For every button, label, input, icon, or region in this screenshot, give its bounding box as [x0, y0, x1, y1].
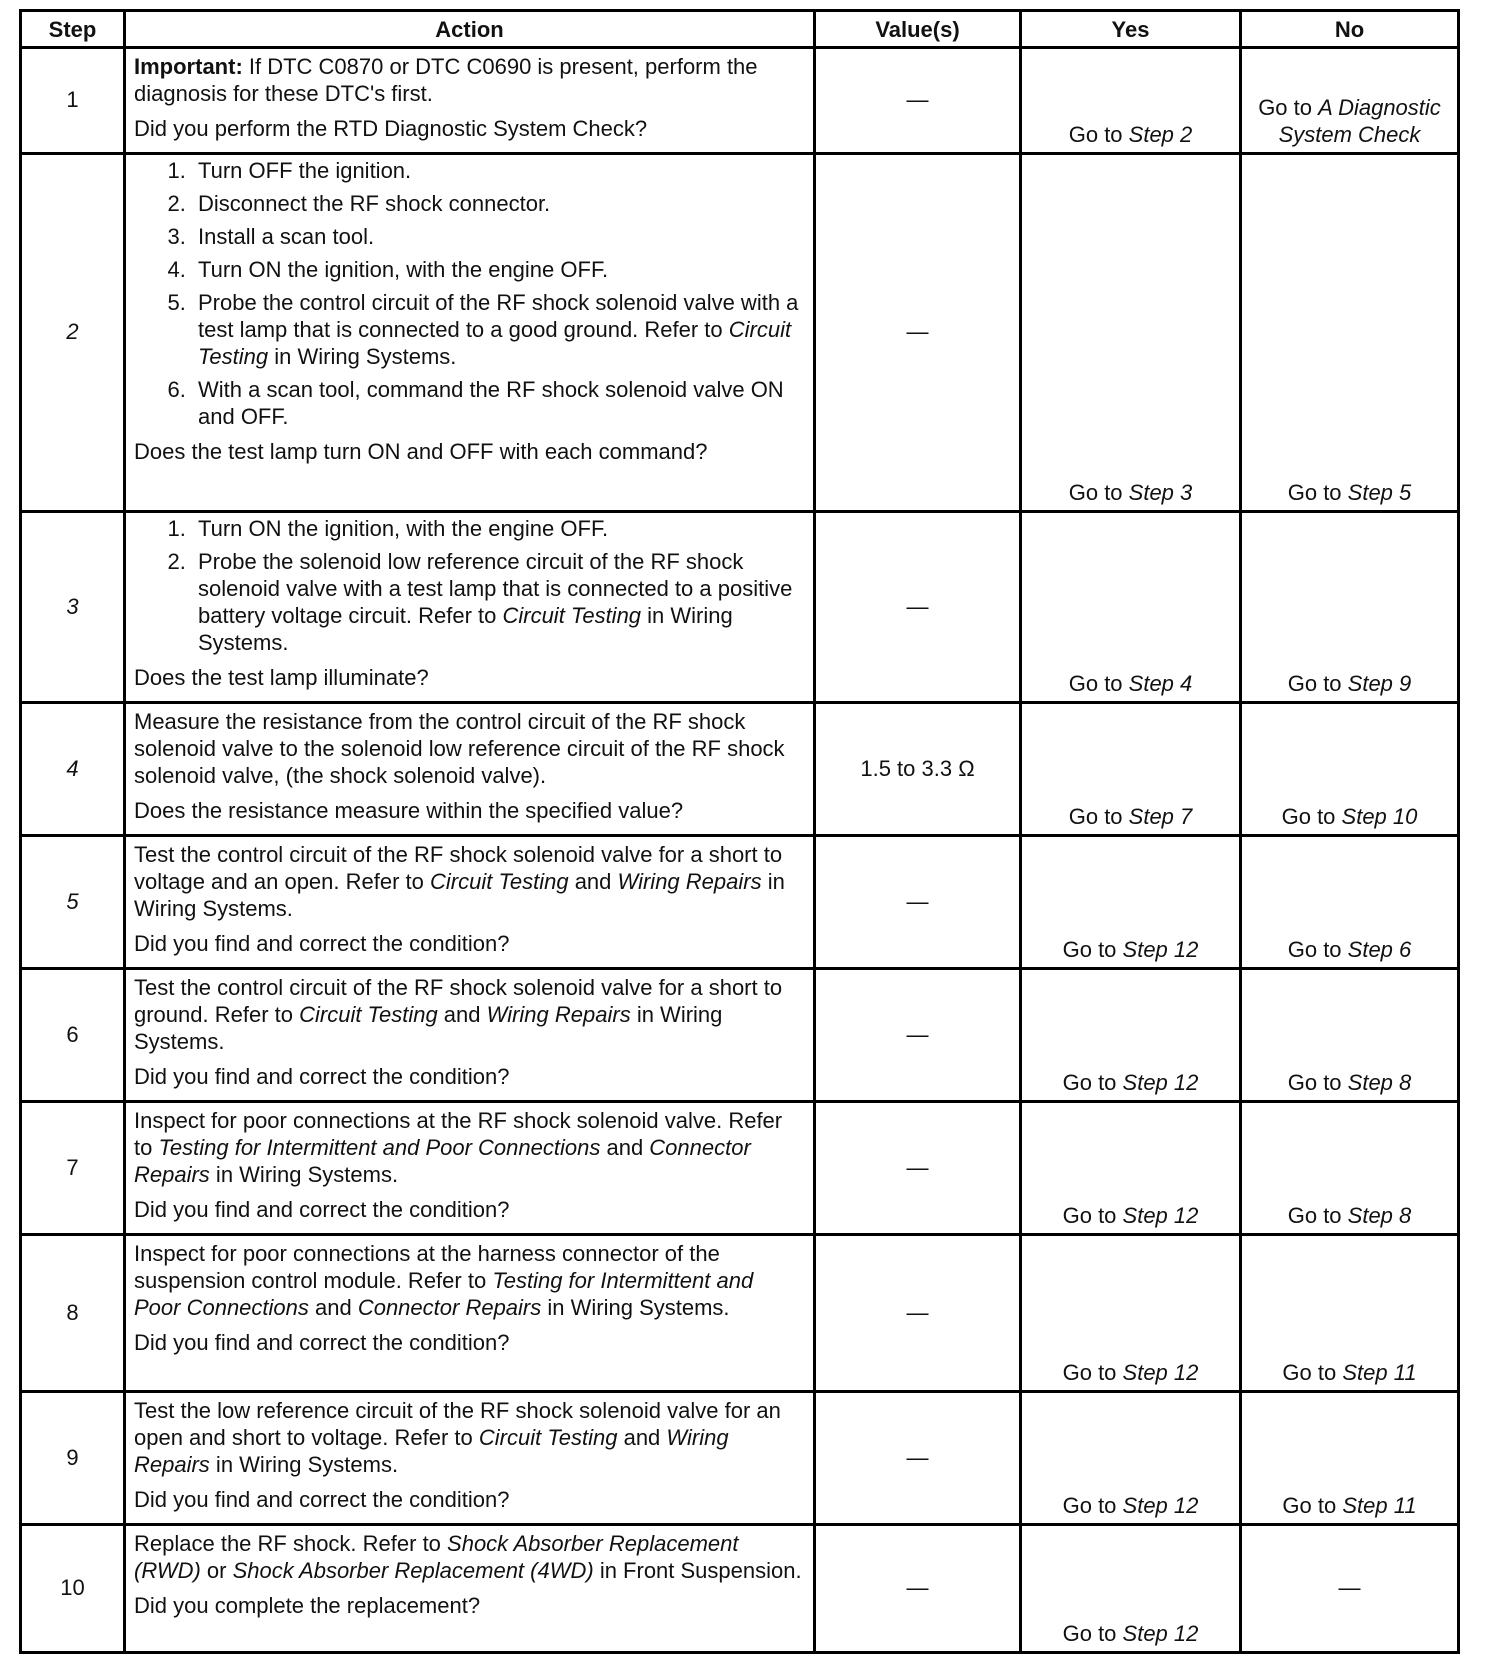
no-cell: [1241, 969, 1459, 1102]
action-text: [134, 1397, 805, 1478]
yes-link: Go to: [1062, 1360, 1123, 1385]
action-step: [192, 190, 805, 217]
action-instructions: [134, 706, 805, 795]
action-question: [134, 1592, 805, 1619]
table-row: [21, 969, 1459, 1102]
text-segment: Circuit Testing: [198, 317, 792, 369]
text-segment: Did you perform the RTD Diagnostic System Check?: [134, 116, 648, 141]
no-cell: [1241, 703, 1459, 836]
text-segment: Did you complete the replacement?: [134, 1593, 481, 1618]
text-segment: Connector Repairs: [134, 1135, 751, 1187]
yes-link: Go to: [1068, 804, 1129, 829]
no-link: Go to: [1281, 804, 1342, 829]
no-cell: [1241, 154, 1459, 512]
text-segment: Disconnect the RF shock connector.: [198, 191, 551, 216]
text-segment: and: [617, 1425, 667, 1450]
action-instructions: [134, 972, 805, 1061]
action-cell: [125, 48, 815, 154]
no-link: Step 10: [1341, 804, 1418, 829]
action-content: [134, 157, 805, 471]
table-row: [21, 1392, 1459, 1525]
yes-link: Go to: [1068, 671, 1129, 696]
no-cell: [1241, 512, 1459, 703]
action-cell: [125, 836, 815, 969]
text-segment: With a scan tool, command the RF shock solenoid valve ON and OFF.: [198, 377, 784, 429]
value-cell: —: [815, 1525, 1021, 1653]
text-segment: in Wiring Systems.: [198, 603, 733, 655]
action-step: [192, 289, 805, 370]
text-segment: Did you find and correct the condition?: [134, 1330, 510, 1355]
no-link: Go to: [1282, 1360, 1343, 1385]
yes-cell: [1021, 1525, 1241, 1653]
text-segment: Test the control circuit of the RF shock solenoid valve for a short to ground. Refer to: [134, 975, 783, 1027]
header-action: Action: [125, 11, 815, 48]
text-segment: Does the test lamp illuminate?: [134, 665, 429, 690]
step-number: 9: [21, 1392, 125, 1525]
no-link: Step 5: [1347, 480, 1412, 505]
text-segment: Turn ON the ignition, with the engine OFF.: [198, 516, 609, 541]
yes-link: Step 12: [1122, 1203, 1199, 1228]
no-link: Step 11: [1342, 1493, 1417, 1518]
text-segment: Shock Absorber Replacement (4WD): [232, 1558, 594, 1583]
header-yes: Yes: [1021, 11, 1241, 48]
text-segment: Circuit Testing: [299, 1002, 438, 1027]
no-link: Step 8: [1347, 1070, 1412, 1095]
header-step: Step: [21, 11, 125, 48]
action-cell: [125, 703, 815, 836]
text-segment: Important:: [134, 54, 243, 79]
text-segment: in Wiring Systems.: [134, 869, 785, 921]
yes-cell: [1021, 1392, 1241, 1525]
yes-cell: [1021, 1102, 1241, 1235]
text-segment: Testing for Intermittent and Poor Connections: [134, 1268, 754, 1320]
text-segment: Install a scan tool.: [198, 224, 375, 249]
text-segment: Wiring Repairs: [486, 1002, 631, 1027]
action-step: [192, 223, 805, 250]
text-segment: Did you find and correct the condition?: [134, 931, 510, 956]
action-cell: [125, 1235, 815, 1392]
step-number: 1: [21, 48, 125, 154]
action-content: [134, 51, 805, 148]
yes-link: Step 7: [1128, 804, 1193, 829]
text-segment: If DTC C0870 or DTC C0690 is present, perform the diagnosis for these DTC's first.: [134, 54, 758, 106]
action-instructions: [134, 839, 805, 928]
action-instructions: [134, 51, 805, 113]
yes-link: Step 3: [1128, 480, 1193, 505]
no-cell: [1241, 1102, 1459, 1235]
yes-link: Step 4: [1128, 671, 1193, 696]
text-segment: Did you find and correct the condition?: [134, 1197, 510, 1222]
action-question: [134, 115, 805, 142]
action-question: [134, 1486, 805, 1513]
no-link: Step 8: [1347, 1203, 1412, 1228]
action-text: [134, 1107, 805, 1188]
action-content: [134, 1238, 805, 1362]
text-segment: Did you find and correct the condition?: [134, 1487, 510, 1512]
text-segment: Turn OFF the ignition.: [198, 158, 412, 183]
yes-link: Go to: [1062, 1493, 1123, 1518]
header-row: [21, 11, 1459, 48]
text-segment: and: [308, 1295, 358, 1320]
action-content: [134, 839, 805, 963]
header-no: No: [1241, 11, 1459, 48]
value-cell: —: [815, 512, 1021, 703]
value-cell: —: [815, 154, 1021, 512]
action-step: [192, 548, 805, 656]
no-link: Step 11: [1342, 1360, 1417, 1385]
action-question: [134, 930, 805, 957]
table-row: [21, 1235, 1459, 1392]
no-cell: [1241, 48, 1459, 154]
text-segment: Test the low reference circuit of the RF shock solenoid valve for an open and short to voltage. Refer to: [134, 1398, 781, 1450]
table-row: [21, 48, 1459, 154]
table-row: [21, 154, 1459, 512]
action-instructions: [134, 1105, 805, 1194]
action-text: [134, 708, 805, 789]
no-link: —: [1338, 1575, 1361, 1600]
text-segment: Did you find and correct the condition?: [134, 1064, 510, 1089]
step-number: 4: [21, 703, 125, 836]
yes-link: Go to: [1062, 1070, 1123, 1095]
text-segment: Inspect for poor connections at the harness connector of the suspension control module. Refer to: [134, 1241, 720, 1293]
yes-link: Go to: [1068, 122, 1129, 147]
yes-link: Go to: [1068, 480, 1129, 505]
action-text: [134, 974, 805, 1055]
yes-link: Step 12: [1122, 1621, 1199, 1646]
text-segment: in Front Suspension.: [593, 1558, 802, 1583]
text-segment: Does the test lamp turn ON and OFF with each command?: [134, 439, 708, 464]
value-cell: —: [815, 836, 1021, 969]
text-segment: Shock Absorber Replacement (RWD): [134, 1531, 739, 1583]
action-instructions: [134, 157, 805, 436]
text-segment: and: [568, 869, 618, 894]
action-step: [192, 515, 805, 542]
yes-cell: [1021, 1235, 1241, 1392]
text-segment: Circuit Testing: [430, 869, 569, 894]
no-cell: [1241, 836, 1459, 969]
table-row: [21, 1102, 1459, 1235]
action-content: [134, 515, 805, 697]
action-content: [134, 706, 805, 830]
table-row: [21, 836, 1459, 969]
action-step: [192, 157, 805, 184]
step-number: 10: [21, 1525, 125, 1653]
no-link: Go to: [1258, 95, 1319, 120]
no-cell: [1241, 1235, 1459, 1392]
text-segment: Wiring Repairs: [617, 869, 762, 894]
action-question: [134, 1329, 805, 1356]
step-number: 6: [21, 969, 125, 1102]
value-cell: —: [815, 969, 1021, 1102]
step-number: 7: [21, 1102, 125, 1235]
no-link: Go to: [1287, 480, 1348, 505]
text-segment: Connector Repairs: [357, 1295, 542, 1320]
header-values: Value(s): [815, 11, 1021, 48]
text-segment: Probe the control circuit of the RF shock solenoid valve with a test lamp that is connected to a good ground. Refer to: [198, 290, 799, 342]
table-row: [21, 512, 1459, 703]
text-segment: in Wiring Systems.: [209, 1452, 399, 1477]
value-cell: 1.5 to 3.3 Ω: [815, 703, 1021, 836]
step-number: 8: [21, 1235, 125, 1392]
action-content: [134, 1105, 805, 1229]
yes-cell: [1021, 969, 1241, 1102]
yes-link: Step 12: [1122, 1070, 1199, 1095]
text-segment: Test the control circuit of the RF shock solenoid valve for a short to voltage and an open. Refer to: [134, 842, 783, 894]
action-step: [192, 376, 805, 430]
action-text: [134, 841, 805, 922]
value-cell: —: [815, 1392, 1021, 1525]
no-link: Step 6: [1347, 937, 1412, 962]
action-cell: [125, 154, 815, 512]
action-question: [134, 1196, 805, 1223]
action-question: [134, 438, 805, 465]
action-question: [134, 1063, 805, 1090]
table-row: [21, 1525, 1459, 1653]
step-number: 5: [21, 836, 125, 969]
action-content: [134, 972, 805, 1096]
text-segment: Testing for Intermittent and Poor Connections: [158, 1135, 601, 1160]
yes-link: Go to: [1062, 937, 1123, 962]
text-segment: Wiring Repairs: [134, 1425, 729, 1477]
text-segment: Measure the resistance from the control circuit of the RF shock solenoid valve to the solenoid low reference circuit of the RF shock solenoid valve, (the shock solenoid valve).: [134, 709, 785, 788]
yes-cell: [1021, 836, 1241, 969]
text-segment: in Wiring Systems.: [268, 344, 457, 369]
text-segment: in Wiring Systems.: [134, 1002, 723, 1054]
action-instructions: [134, 1528, 805, 1590]
no-link: Go to: [1287, 1070, 1348, 1095]
text-segment: in Wiring Systems.: [541, 1295, 730, 1320]
yes-link: Go to: [1062, 1203, 1123, 1228]
text-segment: Circuit Testing: [502, 603, 642, 628]
yes-cell: [1021, 703, 1241, 836]
yes-link: Step 12: [1122, 1360, 1199, 1385]
action-instructions: [134, 1238, 805, 1327]
text-segment: and: [437, 1002, 487, 1027]
value-cell: —: [815, 48, 1021, 154]
text-segment: Probe the solenoid low reference circuit of the RF shock solenoid valve with a test lamp that is connected to a positive battery voltage circuit. Refer to: [198, 549, 793, 628]
text-segment: Inspect for poor connections at the RF shock solenoid valve. Refer to: [134, 1108, 783, 1160]
text-segment: Replace the RF shock. Refer to: [134, 1531, 448, 1556]
action-step: [192, 256, 805, 283]
no-link: Go to: [1287, 937, 1348, 962]
no-link: Go to: [1282, 1493, 1343, 1518]
text-segment: Does the resistance measure within the specified value?: [134, 798, 684, 823]
action-cell: [125, 1392, 815, 1525]
yes-link: Step 12: [1122, 1493, 1199, 1518]
no-cell: [1241, 1392, 1459, 1525]
action-cell: [125, 512, 815, 703]
text-segment: and: [600, 1135, 650, 1160]
action-text: [134, 1240, 805, 1321]
yes-cell: [1021, 154, 1241, 512]
action-steps-list: [134, 157, 805, 430]
text-segment: or: [200, 1558, 233, 1583]
action-cell: [125, 1102, 815, 1235]
action-instructions: [134, 515, 805, 662]
action-cell: [125, 969, 815, 1102]
yes-cell: [1021, 512, 1241, 703]
no-link: Go to: [1287, 671, 1348, 696]
action-text: [134, 1530, 805, 1584]
no-cell: [1241, 1525, 1459, 1653]
action-question: [134, 664, 805, 691]
action-content: [134, 1528, 805, 1625]
yes-link: Step 2: [1128, 122, 1193, 147]
yes-link: Go to: [1062, 1621, 1123, 1646]
value-cell: —: [815, 1235, 1021, 1392]
text-segment: in Wiring Systems.: [209, 1162, 399, 1187]
step-number: 2: [21, 154, 125, 512]
action-instructions: [134, 1395, 805, 1484]
action-content: [134, 1395, 805, 1519]
action-steps-list: [134, 515, 805, 656]
yes-link: Step 12: [1122, 937, 1199, 962]
action-cell: [125, 1525, 815, 1653]
text-segment: Turn ON the ignition, with the engine OFF.: [198, 257, 609, 282]
no-link: A Diagnostic System Check: [1278, 95, 1441, 147]
diagnostic-table: [19, 9, 1460, 1654]
no-link: Step 9: [1347, 671, 1412, 696]
text-segment: Circuit Testing: [478, 1425, 618, 1450]
yes-cell: [1021, 48, 1241, 154]
table-row: [21, 703, 1459, 836]
no-link: Go to: [1287, 1203, 1348, 1228]
value-cell: —: [815, 1102, 1021, 1235]
action-question: [134, 797, 805, 824]
step-number: 3: [21, 512, 125, 703]
action-text: [134, 53, 805, 107]
